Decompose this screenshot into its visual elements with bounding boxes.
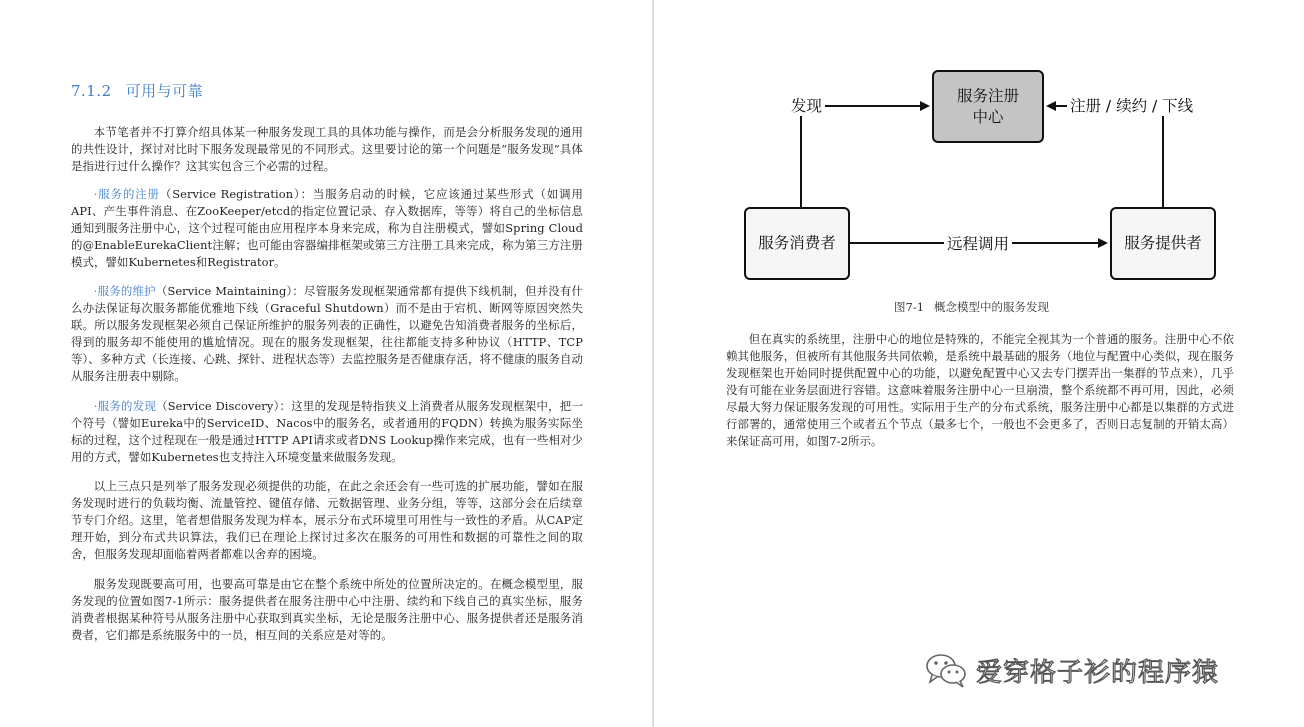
text-maintaining: （Service Maintaining）：尽管服务发现框架通常都有提供下线机制，但并没有什么办法保证每次服务都能优雅地下线（Graceful Shutdown）而不是由于宕机、断网等原因突然失联。所以服务发现框架必须自己保证所维护的服务列表的正确性，以避免告知消费者服务的坐标后，得到的服务却不能使用的尴尬情况。现在的服务发现框架，往往都能支持多种协议（HTTP、TCP等）、多种方式（长连接、心跳、探针、进程状态等）去监控服务是否健康存活，将不健康的服务自动从服务注册表中剔除。 [71, 284, 583, 383]
text-registration: （Service Registration）：当服务启动的时候，它应该通过某些形式（如调用API、产生事件消息、在ZooKeeper/etcd的指定位置记录、存入数据库，等等）将自己的坐标信息通知到服务注册中心，这个过程可能由应用程序本身来完成，称为自注册模式，譬如Spring Cloud的@EnableEurekaClient注解；也可能由容器编排框架或第三方注册工具来完成，称为第三方注册模式，譬如Kubernetes和Registrator。 [71, 187, 583, 269]
figure-7-1-diagram [740, 66, 1220, 288]
summary-paragraph: 以上三点只是列举了服务发现必须提供的功能，在此之余还会有一些可选的扩展功能，譬如在服务发现时进行的负载均衡、流量管控、键值存储、元数据管理、业务分组，等等，这部分会在后续章节专门介绍。这里，笔者想借服务发现为样本，展示分布式环境里可用性与一致性的矛盾。从CAP定理开始，到分布式共识算法，我们已在理论上探讨过多次在服务的可用性和数据的可靠性之间的取舍，但服务发现却面临着两者都难以舍弃的困境。 [71, 479, 583, 561]
section-heading [71, 80, 203, 101]
figure-caption [894, 299, 1049, 315]
figure-caption-text: 概念模型中的服务发现 [934, 300, 1050, 314]
wechat-icon [924, 650, 970, 690]
register-label: 注册 / 续约 / 下线 [1067, 94, 1196, 116]
watermark-text: 爱穿格子衫的程序猿 [976, 658, 1220, 688]
discover-connector [801, 106, 928, 207]
text-discovery: （Service Discovery）：这里的发现是特指狭义上消费者从服务发现框架中，把一个符号（譬如Eureka中的ServiceID、Nacos中的服务名，或者通用的FQDN）转换为服务实际坐标的过程，这个过程现在一般是通过HTTP API请求或者DNS Lookup操作来完成，也有一些相对少用的方式，譬如Kubernetes也支持注入环境变量来做服务发现。 [71, 399, 583, 464]
term-discovery: ·服务的发现 [93, 399, 157, 413]
watermark [924, 648, 1264, 692]
section-number: 7.1.2 [71, 82, 112, 100]
provider-node-label: 服务提供者 [1124, 234, 1202, 252]
registry-paragraph: 但在真实的系统里，注册中心的地位是特殊的，不能完全视其为一个普通的服务。注册中心不依赖其他服务，但被所有其他服务共同依赖，是系统中最基础的服务（地位与配置中心类似，现在服务发现框架也开始同时提供配置中心的功能，以避免配置中心又去专门摆弄出一集群的节点来），几乎没有可能在业务层面进行容错。这意味着服务注册中心一旦崩溃，整个系统都不再可用，因此，必须尽最大努力保证服务发现的可用性。实际用于生产的分布式系统，服务注册中心都是以集群的方式进行部署的，通常使用三个或者五个节点（最多七个，一般也不会更多了，否则日志复制的开销太高）来保证高可用，如图7-2所示。 [726, 332, 1234, 448]
term-registration: ·服务的注册 [93, 187, 160, 201]
remote-call-label: 远程调用 [944, 232, 1012, 254]
registry-node-label: 服务注册中心 [956, 86, 1019, 126]
position-paragraph: 服务发现既要高可用，也要高可靠是由它在整个系统中所处的位置所决定的。在概念模型里，服务发现的位置如图7-1所示：服务提供者在服务注册中心中注册、续约和下线自己的真实坐标，服务消费者根据某种符号从服务注册中心获取到真实坐标，无论是服务注册中心、服务提供者还是服务消费者，它们都是系统服务中的一员，相互间的关系应是对等的。 [71, 577, 583, 642]
section-title: 可用与可靠 [125, 82, 204, 100]
discover-label: 发现 [788, 94, 825, 116]
provider-node [1110, 207, 1216, 280]
list-item-discovery [71, 398, 583, 466]
intro-paragraph: 本节笔者并不打算介绍具体某一种服务发现工具的具体功能与操作，而是会分析服务发现的通用的共性设计，探讨对比时下服务发现最常见的不同形式。这里要讨论的第一个问题是“服务发现”具体是指进行过什么操作？这其实包含三个必需的过程。 [71, 125, 583, 173]
consumer-node-label: 服务消费者 [758, 234, 836, 252]
consumer-node [744, 207, 850, 280]
registry-node [932, 70, 1044, 143]
figure-number: 图7-1 [894, 300, 925, 314]
list-item-maintaining [71, 283, 583, 385]
term-maintaining: ·服务的维护 [93, 284, 156, 298]
register-connector [1048, 106, 1163, 207]
list-item-registration [71, 186, 583, 271]
